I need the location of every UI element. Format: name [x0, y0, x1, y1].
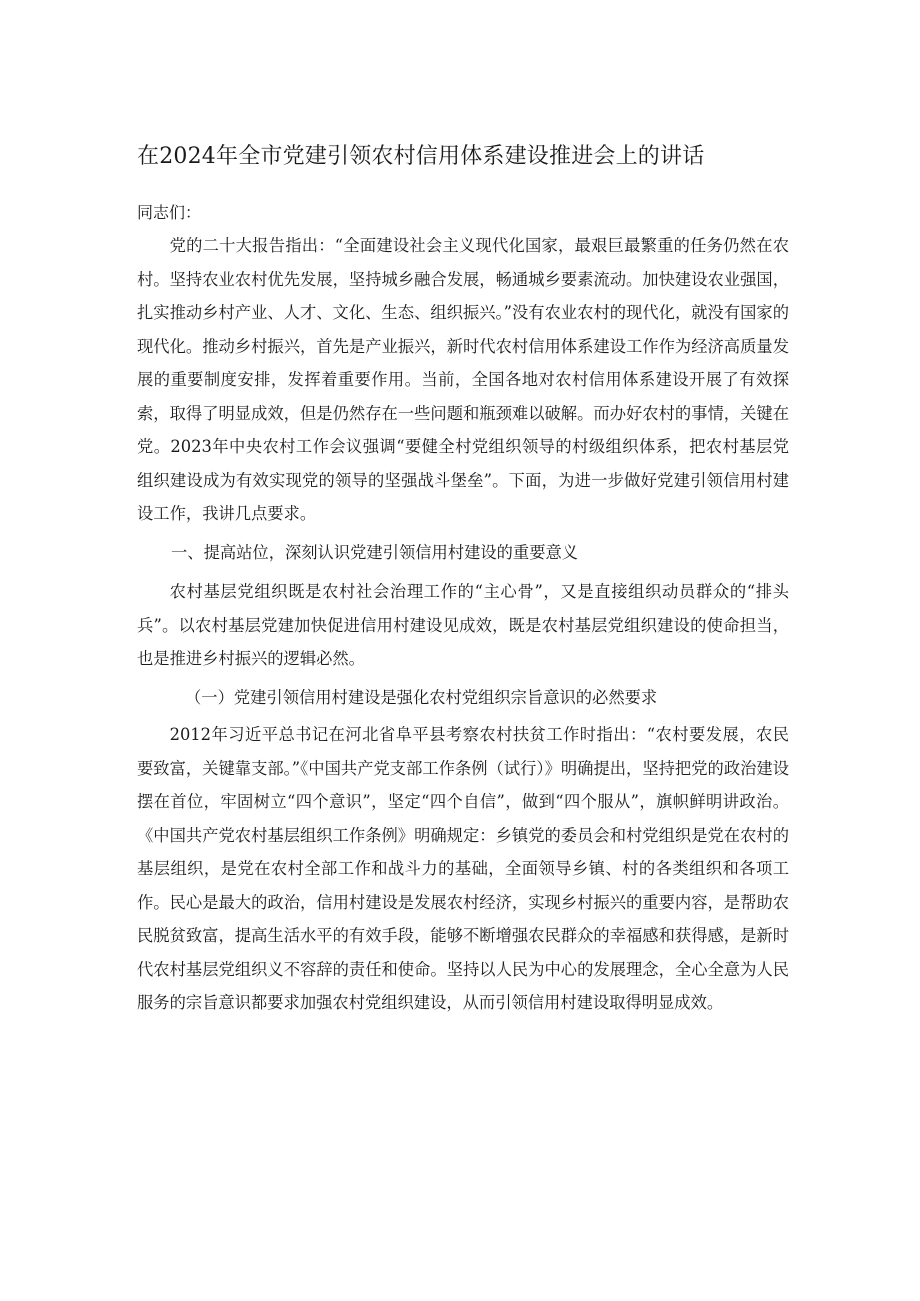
subsection-heading-1: （一）党建引领信用村建设是强化农村党组织宗旨意识的必然要求	[185, 688, 658, 707]
paragraph-intro: 党的二十大报告指出：“全面建设社会主义现代化国家，最艰巨最繁重的任务仍然在农村。坚持农业农村优先发展，坚持城乡融合发展，畅通城乡要素流动。加快建设农业强国，扎实推动乡村产业、人才、文化、生态、组织振兴。”没有农业农村的现代化，就没有国家的现代化。推动乡村振兴，首先是产业振兴，新时代农村信用体系建设工作作为经济高质量发展的重要制度安排，发挥着重要作用。当前，全国各地对农村信用体系建设开展了有效探索，取得了明显成效，但是仍然存在一些问题和瓶颈难以破解。而办好农村的事情，关键在党。2023年中央农村工作会议强调“要健全村党组织领导的村级组织体系，把农村基层党组织建设成为有效实现党的领导的坚强战斗堡垒”。下面，为进一步做好党建引领信用村建设工作，我讲几点要求。	[137, 236, 789, 523]
salutation: 同志们：	[137, 203, 202, 222]
paragraph-subsection-1: 2012年习近平总书记在河北省阜平县考察农村扶贫工作时指出：“农村要发展，农民要致富，关键靠支部。”《中国共产党支部工作条例（试行）》明确提出，坚持把党的政治建设摆在首位，牢固树立“四个意识”，坚定“四个自信”，做到“四个服从”，旗帜鲜明讲政治。《中国共产党农村基层组织工作条例》明确规定：乡镇党的委员会和村党组织是党在农村的基层组织，是党在农村全部工作和战斗力的基础，全面领导乡镇、村的各类组织和各项工作。民心是最大的政治，信用村建设是发展农村经济，实现乡村振兴的重要内容，是帮助农民脱贫致富，提高生活水平的有效手段，能够不断增强农民群众的幸福感和获得感，是新时代农村基层党组织义不容辞的责任和使命。坚持以人民为中心的发展理念，全心全意为人民服务的宗旨意识都要求加强农村党组织建设，从而引领信用村建设取得明显成效。	[137, 725, 789, 1012]
document-title: 在2024年全市党建引领农村信用体系建设推进会上的讲话	[137, 144, 705, 169]
section-heading-1: 一、提高站位，深刻认识党建引领信用村建设的重要意义	[171, 543, 579, 562]
paragraph-section-1: 农村基层党组织既是农村社会治理工作的“主心骨”，又是直接组织动员群众的“排头兵”。以农村基层党建加快促进信用村建设见成效，既是农村基层党组织建设的使命担当，也是推进乡村振兴的逻辑必然。	[137, 582, 789, 668]
